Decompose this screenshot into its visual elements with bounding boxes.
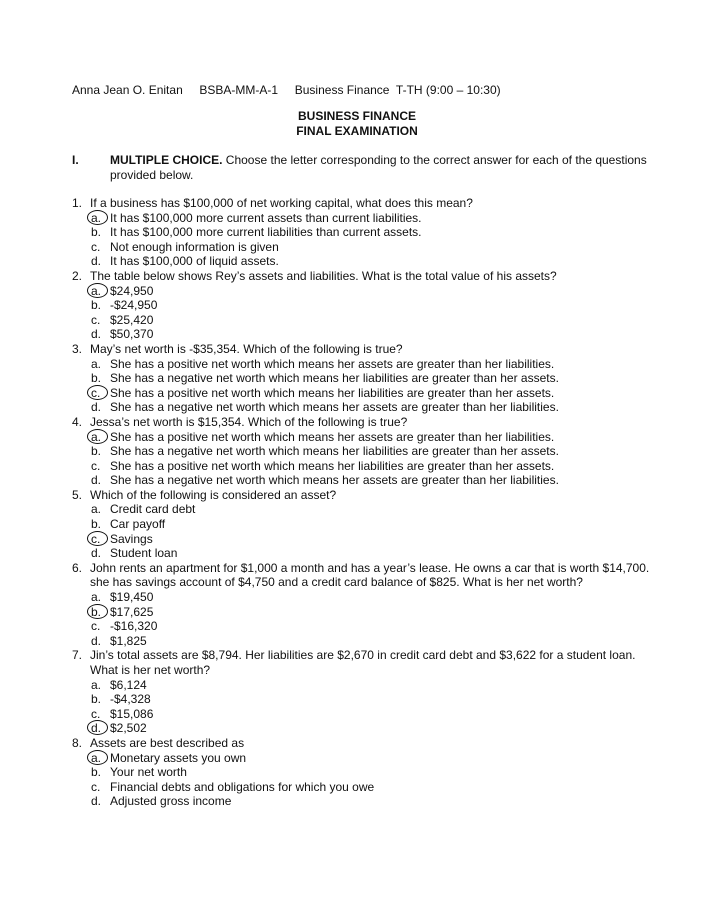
option-text: She has a positive net worth which means her assets are greater than her liabilities. (110, 429, 555, 444)
option-letter: a. (91, 750, 102, 765)
option-letter: c. (91, 619, 101, 634)
question-row (72, 342, 652, 357)
option-letter: a. (91, 210, 102, 225)
option-letter: b. (91, 225, 102, 240)
exam-subtitle: FINAL EXAMINATION (296, 124, 418, 138)
question-text: Assets are best described as (90, 735, 245, 750)
option-text: Savings (110, 531, 153, 546)
answer-option (91, 546, 652, 561)
option-letter: c. (91, 312, 101, 327)
question-text: If a business has $100,000 of net working capital, what does this mean? (90, 196, 473, 210)
section-instruction-text: Choose the letter corresponding to the correct answer for each of the questions provided below. (110, 153, 647, 182)
question-number: 2. (72, 268, 83, 283)
option-letter: b. (91, 517, 102, 532)
question-number: 1. (72, 196, 83, 210)
question-text: Which of the following is considered an asset? (90, 487, 337, 502)
option-text: Monetary assets you own (110, 750, 247, 765)
answer-options (91, 211, 652, 269)
question-4 (72, 415, 652, 488)
answer-option (91, 298, 652, 313)
exam-title: BUSINESS FINANCE (297, 109, 416, 123)
option-text: $25,420 (110, 312, 154, 327)
answer-options (91, 284, 652, 342)
option-text: -$4,328 (110, 692, 151, 707)
option-letter: d. (91, 400, 102, 415)
question-number: 5. (72, 487, 83, 502)
option-text: $1,825 (110, 633, 147, 648)
question-text: May’s net worth is -$35,354. Which of the following is true? (90, 341, 403, 356)
answer-option (91, 240, 652, 255)
option-text: $15,086 (110, 706, 154, 721)
answer-option (91, 357, 652, 372)
option-letter: a. (91, 677, 102, 692)
option-text: She has a positive net worth which means her assets are greater than her liabilities. (110, 356, 555, 371)
option-text: She has a negative net worth which means her assets are greater than her liabilities. (110, 400, 559, 415)
option-text: Credit card debt (110, 502, 196, 517)
question-3 (72, 342, 652, 415)
question-2 (72, 269, 652, 342)
answer-option (91, 532, 652, 547)
question-1 (72, 196, 652, 269)
question-number: 4. (72, 414, 83, 429)
option-letter: d. (91, 546, 102, 561)
question-number: 7. (72, 648, 83, 663)
answer-option (91, 590, 652, 605)
answer-option (91, 254, 652, 269)
option-letter: d. (91, 327, 102, 342)
option-letter: a. (91, 429, 102, 444)
option-letter: a. (91, 356, 102, 371)
answer-option (91, 473, 652, 488)
option-letter: b. (91, 298, 102, 313)
question-text: Jin’s total assets are $8,794. Her liabilities are $2,670 in credit card debt and $3,622 for a student loan. What is her net worth? (90, 648, 636, 677)
selected-answer-circle (87, 750, 108, 765)
option-text: $2,502 (110, 721, 147, 736)
question-number: 8. (72, 735, 83, 750)
option-letter: c. (91, 706, 101, 721)
question-list (72, 196, 652, 809)
option-letter: b. (91, 604, 102, 619)
answer-option (91, 386, 652, 401)
question-6 (72, 561, 652, 649)
answer-option (91, 502, 652, 517)
option-letter: c. (91, 531, 101, 546)
option-text: $17,625 (110, 604, 154, 619)
answer-options (91, 357, 652, 415)
question-text: The table below shows Rey’s assets and liabilities. What is the total value of his assets? (90, 268, 557, 283)
option-text: She has a positive net worth which means her liabilities are greater than her assets. (110, 385, 555, 400)
question-number: 6. (72, 560, 83, 575)
question-text: Jessa’s net worth is $15,354. Which of the following is true? (90, 414, 408, 429)
answer-options (91, 430, 652, 488)
answer-option (91, 678, 652, 693)
option-letter: d. (91, 794, 102, 809)
answer-option (91, 400, 652, 415)
answer-option (91, 327, 652, 342)
selected-answer-circle (87, 604, 108, 619)
option-letter: b. (91, 692, 102, 707)
option-text: -$16,320 (110, 619, 158, 634)
section-heading: MULTIPLE CHOICE. (110, 153, 223, 167)
answer-option (91, 371, 652, 386)
answer-options (91, 502, 652, 560)
option-text: $50,370 (110, 327, 154, 342)
answer-option (91, 721, 652, 736)
option-letter: a. (91, 502, 102, 517)
question-row (72, 488, 652, 503)
answer-option (91, 517, 652, 532)
section-instructions (110, 153, 650, 182)
selected-answer-circle (87, 283, 108, 298)
question-8 (72, 736, 652, 809)
answer-option (91, 459, 652, 474)
option-letter: b. (91, 765, 102, 780)
option-letter: c. (91, 239, 101, 254)
answer-option (91, 313, 652, 328)
option-text: Your net worth (110, 765, 187, 780)
question-number: 3. (72, 341, 83, 356)
student-header: Anna Jean O. Enitan BSBA-MM-A-1 Business Finance T-TH (9:00 – 10:30) (72, 83, 501, 97)
selected-answer-circle (87, 385, 108, 400)
question-7 (72, 648, 652, 736)
option-text: Not enough information is given (110, 239, 279, 254)
option-letter: c. (91, 385, 101, 400)
option-letter: c. (91, 779, 101, 794)
option-letter: d. (91, 473, 102, 488)
section-number: I. (72, 153, 79, 167)
option-text: It has $100,000 more current assets than current liabilities. (110, 210, 422, 225)
answer-option (91, 444, 652, 459)
option-text: She has a positive net worth which means her liabilities are greater than her assets. (110, 458, 555, 473)
option-text: $19,450 (110, 590, 154, 605)
answer-option (91, 707, 652, 722)
selected-answer-circle (87, 210, 108, 225)
answer-option (91, 430, 652, 445)
option-text: -$24,950 (110, 298, 158, 313)
option-letter: d. (91, 721, 102, 736)
option-letter: a. (91, 283, 102, 298)
answer-option (91, 619, 652, 634)
option-letter: d. (91, 254, 102, 269)
answer-option (91, 225, 652, 240)
option-letter: b. (91, 444, 102, 459)
option-text: Student loan (110, 546, 178, 561)
answer-option (91, 211, 652, 226)
option-letter: d. (91, 633, 102, 648)
question-row (72, 736, 652, 751)
option-text: Car payoff (110, 517, 166, 532)
option-text: Financial debts and obligations for which you owe (110, 779, 375, 794)
answer-options (91, 590, 652, 648)
option-text: It has $100,000 more current liabilities than current assets. (110, 225, 422, 240)
option-text: $24,950 (110, 283, 154, 298)
answer-option (91, 765, 652, 780)
option-letter: a. (91, 590, 102, 605)
answer-options (91, 751, 652, 809)
option-text: It has $100,000 of liquid assets. (110, 254, 279, 269)
option-letter: b. (91, 371, 102, 386)
question-5 (72, 488, 652, 561)
option-text: Adjusted gross income (110, 794, 232, 809)
answer-option (91, 751, 652, 766)
selected-answer-circle (87, 531, 108, 546)
question-row (72, 415, 652, 430)
question-row (72, 648, 652, 677)
question-text: John rents an apartment for $1,000 a month and has a year’s lease. He owns a car that is worth $14,700. she has savings account of $4,750 and a credit card balance of $825. What is her net worth? (90, 560, 650, 590)
selected-answer-circle (87, 429, 108, 444)
answer-option (91, 794, 652, 809)
option-letter: c. (91, 458, 101, 473)
option-text: She has a negative net worth which means her assets are greater than her liabilities. (110, 473, 559, 488)
option-text: She has a negative net worth which means her liabilities are greater than her assets. (110, 444, 559, 459)
answer-option (91, 284, 652, 299)
answer-option (91, 605, 652, 620)
question-row (72, 269, 652, 284)
answer-option (91, 692, 652, 707)
question-row (72, 196, 652, 211)
answer-option (91, 780, 652, 795)
answer-options (91, 678, 652, 736)
question-row (72, 561, 652, 590)
answer-option (91, 634, 652, 649)
option-text: She has a negative net worth which means her liabilities are greater than her assets. (110, 371, 559, 386)
option-text: $6,124 (110, 677, 147, 692)
